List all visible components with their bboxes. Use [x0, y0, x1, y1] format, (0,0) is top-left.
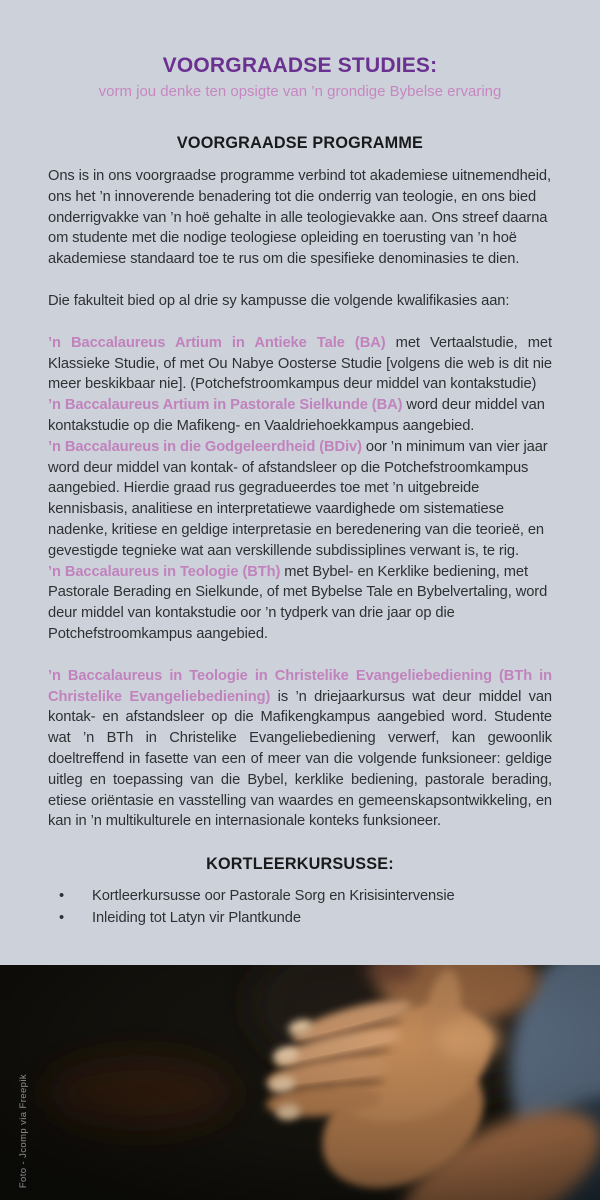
degree-paragraph-bth	[48, 562, 552, 645]
degree-name: ’n Baccalaureus in die Godgeleerdheid (BDiv)	[48, 438, 362, 455]
degree-description: is ’n driejaarkursus wat deur middel van kontak- en afstandsleer op die Mafikengkampus aangebied word. Studente wat ’n BTh in Christelike Evangeliebediening verwerf, kan gewoonlik doeltreffend in fasette van een of meer van die volgende funksioneer: geldige uitleg en toepassing van die Bybel, kerklike bediening, pastorale berading, etiese oriëntasie en vasstelling van waardes en gemeenskapsontwikkeling, en kan in ’n multikulturele en internasionale konteks funksioneer.	[48, 688, 553, 830]
bullet-icon: •	[59, 888, 65, 905]
intro-paragraph: Ons is in ons voorgraadse programme verbind tot akademiese uitnemendheid, ons het ’n innoverende benadering tot die onderrig van teologie, en ons bied onderrigvakke van ’n hoë gehalte in alle teologievakke aan. Ons streef daarna om studente met die nodige teologiese opleiding en toerusting van ’n hoë akademiese standaard toe te rus om die spesifieke denominasies te dien.	[48, 168, 551, 268]
page-subtitle: vorm jou denke ten opsigte van ’n grondige Bybelse ervaring	[98, 83, 502, 100]
degree-name: ’n Baccalaureus Artium in Pastorale Sielkunde (BA)	[48, 397, 403, 414]
degree-name: ’n Baccalaureus Artium in Antieke Tale (BA)	[48, 334, 386, 351]
short-courses-heading: KORTLEERKURSUSSE:	[206, 855, 394, 874]
photo-credit: Foto - Jcomp via Freepik	[18, 1073, 29, 1188]
degree-description: met Vertaalstudie, met Klassieke Studie, of met Ou Nabye Oosterse Studie [volgens die web is dit nie meer beskikbaar nie]. (Potchefstroomkampus deur middel van kontakstudie)	[48, 334, 552, 393]
degree-paragraph-ba-antieke-tale	[48, 333, 552, 395]
list-item	[56, 907, 552, 929]
degree-name: ’n Baccalaureus in Teologie in Christelike Evangeliebediening (BTh in Christelike Evangeliebediening)	[48, 667, 552, 705]
degree-paragraph-bdiv	[48, 437, 552, 562]
degree-paragraph-bth-evangeliebediening	[48, 666, 552, 832]
degree-description: met Bybel- en Kerklike bediening, met Pastorale Berading en Sielkunde, of met Bybelse Tale en Bybelvertaling, word deur middel van kontakstudie oor ’n tydperk van drie jaar op die Potchefstroomkampus aangebied.	[48, 563, 548, 642]
praying-hands-illustration	[0, 965, 600, 1200]
short-courses-list	[48, 885, 552, 929]
degree-description: word deur middel van kontakstudie op die Mafikeng- en Vaaldriehoekkampus aangebied.	[48, 397, 545, 434]
page-title: VOORGRAADSE STUDIES:	[162, 54, 438, 77]
degree-name: ’n Baccalaureus in Teologie (BTh)	[48, 563, 281, 580]
degree-description: oor ’n minimum van vier jaar word deur middel van kontak- of afstandsleer op die Potchefstroomkampus aangebied. Hierdie graad rus gegradueerdes toe met ’n uitgebreide kennisbasis, analitiese en interpretatiewe vaardighede om sistematiese nadenke, kritiese en geldige interpretasie en beredenering van die teorieë, en gevestigde tegnieke wat aan verskillende subdissiplines verwant is, te rig.	[48, 438, 548, 559]
list-item	[56, 885, 552, 907]
praying-hands-photo	[0, 965, 600, 1200]
degrees-block	[48, 333, 552, 832]
content	[0, 134, 600, 929]
bullet-icon: •	[59, 910, 65, 927]
list-item-label: Inleiding tot Latyn vir Plantkunde	[92, 910, 301, 927]
qualifications-intro: Die fakulteit bied op al drie sy kampusse die volgende kwalifikasies aan:	[48, 292, 510, 309]
degree-paragraph-ba-pastorale-sielkunde	[48, 395, 552, 437]
programme-heading: VOORGRAADSE PROGRAMME	[176, 134, 424, 152]
list-item-label: Kortleerkursusse oor Pastorale Sorg en Krisisintervensie	[92, 888, 455, 905]
